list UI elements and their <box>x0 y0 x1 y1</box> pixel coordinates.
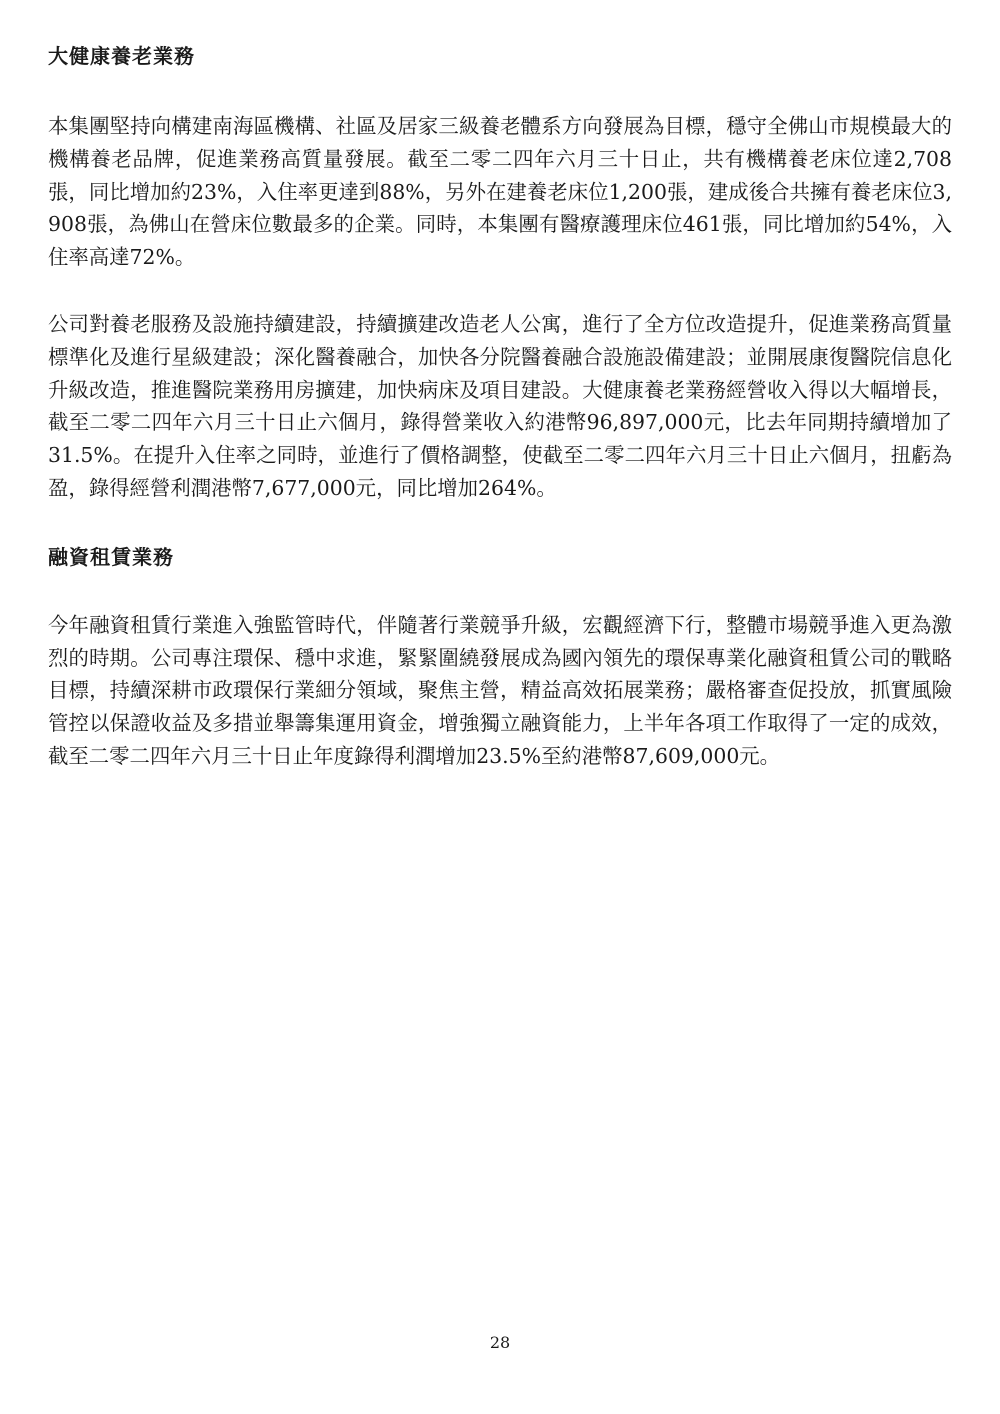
page-number: 28 <box>489 1333 511 1352</box>
section-heading-elderly-care: 大健康養老業務 <box>48 44 195 68</box>
document-page <box>48 40 952 773</box>
paragraph-elderly-care-beds: 本集團堅持向構建南海區機構、社區及居家三級養老體系方向發展為目標，穩守全佛山市規模最大的機構養老品牌，促進業務高質量發展。截至二零二四年六月三十日止，共有機構養老床位達2,708張，同比增加約23%，入住率更達到88%，另外在建養老床位1,200張，建成後合共擁有養老床位3,908張，為佛山在營床位數最多的企業。同時，本集團有醫療護理床位461張，同比增加約54%，入住率高達72%。 <box>48 114 952 270</box>
section-heading-finance-leasing: 融資租賃業務 <box>48 544 174 569</box>
paragraph-elderly-care-facilities: 公司對養老服務及設施持續建設，持續擴建改造老人公寓，進行了全方位改造提升，促進業務高質量標準化及進行星級建設；深化醫養融合，加快各分院醫養融合設施設備建設；並開展康復醫院信息化升級改造，推進醫院業務用房擴建，加快病床及項目建設。大健康養老業務經營收入得以大幅增長，截至二零二四年六月三十日止六個月，錄得營業收入約港幣96,897,000元，比去年同期持續增加了31.5%。在提升入住率之同時，並進行了價格調整，使截至二零二四年六月三十日止六個月，扭虧為盈，錄得經營利潤港幣7,677,000元，同比增加264%。 <box>48 311 952 500</box>
paragraph-finance-leasing: 今年融資租賃行業進入強監管時代，伴隨著行業競爭升級，宏觀經濟下行，整體市場競爭進入更為激烈的時期。公司專注環保、穩中求進，緊緊圍繞發展成為國內領先的環保專業化融資租賃公司的戰略目標，持續深耕市政環保行業細分領域，聚焦主營，精益高效拓展業務；嚴格審查促投放，抓實風險管控以保證收益及多措並舉籌集運用資金，增強獨立融資能力，上半年各項工作取得了一定的成效，截至二零二四年六月三十日止年度錄得利潤增加23.5%至約港幣87,609,000元。 <box>48 612 952 768</box>
